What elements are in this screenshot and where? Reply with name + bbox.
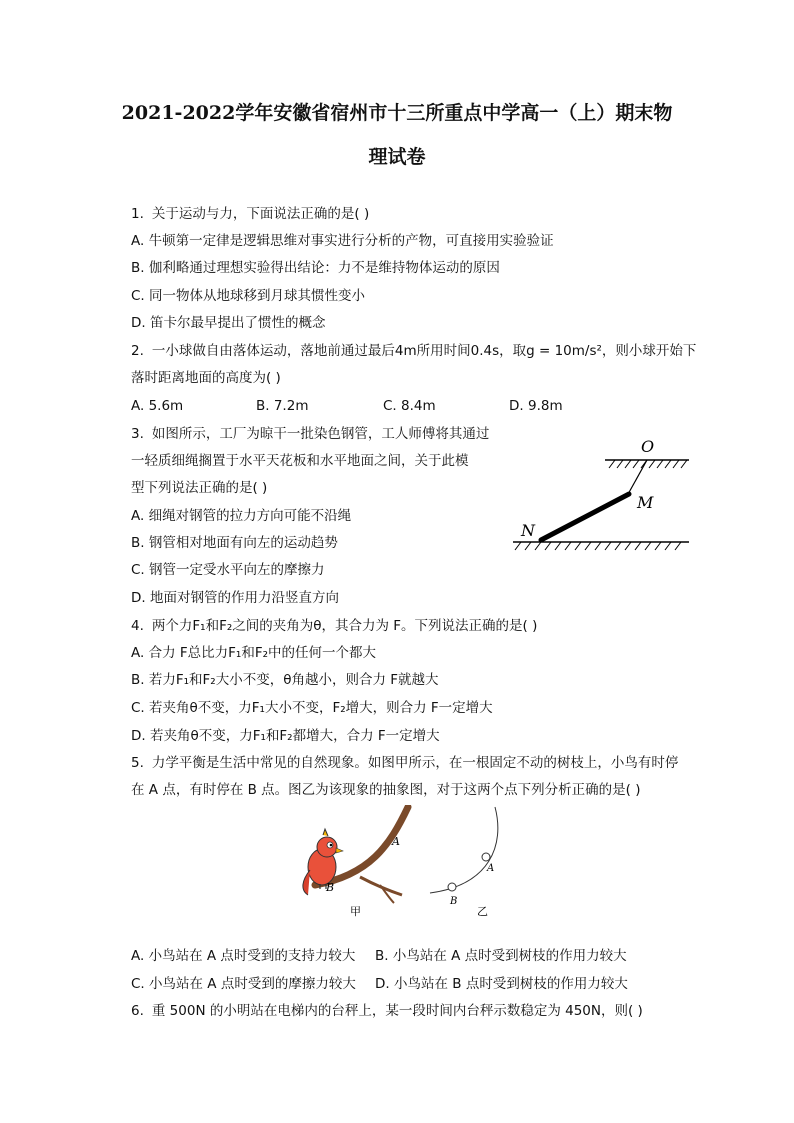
- q3-number: 3.: [131, 426, 144, 442]
- q5-stem-line2: 在 A 点，有时停在 B 点。图乙为该现象的抽象图，对于这两个点下列分析正确的是( ): [131, 782, 641, 798]
- q3-option-c: C. 钢管一定受水平向左的摩擦力: [131, 562, 325, 578]
- q2-option-b: B. 7.2m: [256, 398, 309, 414]
- q6-stem: [131, 1002, 643, 1020]
- q2-option-c: C. 8.4m: [383, 398, 436, 414]
- fig-jia-caption: 甲: [350, 905, 361, 918]
- yi-label-b: B: [450, 896, 458, 907]
- abstract-arc: [430, 807, 498, 893]
- q3-option-a: A. 细绳对钢管的拉力方向可能不沿绳: [131, 508, 352, 524]
- q1-option-b: B. 伽利略通过理想实验得出结论：力不是维持物体运动的原因: [131, 260, 500, 276]
- rope-line: [627, 460, 647, 496]
- q5-option-c: C. 小鸟站在 A 点时受到的摩擦力较大: [131, 976, 356, 992]
- q4-option-b: B. 若力F₁和F₂大小不变，θ角越小，则合力 F就越大: [131, 672, 439, 688]
- q1-option-a: A. 牛顿第一定律是逻辑思维对事实进行分析的产物，可直接用实验验证: [131, 233, 554, 249]
- q2-stem-line2: 落时距离地面的高度为( ): [131, 370, 281, 386]
- q6-number: 6.: [131, 1003, 144, 1019]
- q3-figure-steel-pipe: [505, 430, 695, 555]
- q5-stem-text1: 力学平衡是生活中常见的自然现象。如图甲所示，在一根固定不动的树枝上，小鸟有时停: [151, 755, 679, 771]
- ball-a: [482, 853, 490, 861]
- q1-option-d: D. 笛卡尔最早提出了惯性的概念: [131, 315, 326, 331]
- q3-stem-line1: [131, 425, 489, 443]
- q4-number: 4.: [131, 618, 144, 634]
- q4-option-a: A. 合力 F总比力F₁和F₂中的任何一个都大: [131, 645, 376, 661]
- q5-figure-bird-branch: [290, 805, 510, 925]
- q1-option-c: C. 同一物体从地球移到月球其惯性变小: [131, 288, 366, 304]
- label-n: N: [521, 521, 535, 540]
- q5-stem-line1: [131, 754, 678, 772]
- q2-stem-text1: 一小球做自由落体运动，落地前通过最后4m所用时间0.4s，取g = 10m/s²，则小球开始下: [151, 343, 697, 359]
- yi-label-a: A: [487, 863, 495, 874]
- q4-stem-text: 两个力F₁和F₂之间的夹角为θ，其合力为 F。下列说法正确的是( ): [151, 618, 538, 634]
- label-o: O: [641, 437, 655, 456]
- q1-stem-text: 关于运动与力，下面说法正确的是( ): [151, 206, 370, 222]
- paper-title-line1: 2021-2022学年安徽省宿州市十三所重点中学高一（上）期末物: [121, 102, 673, 124]
- jia-label-b: B: [326, 881, 335, 894]
- q4-option-d: D. 若夹角θ不变，力F₁和F₂都增大，合力 F一定增大: [131, 728, 440, 744]
- q1-stem: [131, 205, 369, 223]
- bird-icon: [303, 829, 343, 895]
- q3-option-b: B. 钢管相对地面有向左的运动趋势: [131, 535, 338, 551]
- q2-number: 2.: [131, 343, 144, 359]
- q5-option-a: A. 小鸟站在 A 点时受到的支持力较大: [131, 948, 356, 964]
- q5-option-b: B. 小鸟站在 A 点时受到树枝的作用力较大: [375, 948, 627, 964]
- q1-number: 1.: [131, 206, 144, 222]
- steel-pipe: [541, 494, 629, 540]
- label-m: M: [637, 493, 654, 512]
- q3-option-d: D. 地面对钢管的作用力沿竖直方向: [131, 590, 339, 606]
- paper-title-line2: 理试卷: [368, 146, 426, 168]
- q5-option-d: D. 小鸟站在 B 点时受到树枝的作用力较大: [375, 976, 628, 992]
- q2-stem-line1: [131, 342, 696, 360]
- jia-label-a: A: [392, 835, 400, 848]
- q6-stem-text: 重 500N 的小明站在电梯内的台秤上，某一段时间内台秤示数稳定为 450N，则( ): [151, 1003, 643, 1019]
- ball-b: [448, 883, 456, 891]
- fig-yi-caption: 乙: [477, 905, 488, 918]
- q3-stem-text1: 如图所示，工厂为晾干一批染色钢管，工人师傅将其通过: [151, 426, 490, 442]
- q3-stem-line3: 型下列说法正确的是( ): [131, 480, 268, 496]
- q4-stem: [131, 617, 537, 635]
- q2-option-d: D. 9.8m: [509, 398, 563, 414]
- q3-stem-line2: 一轻质细绳搁置于水平天花板和水平地面之间，关于此模: [131, 453, 469, 469]
- q2-option-a: A. 5.6m: [131, 398, 184, 414]
- q5-number: 5.: [131, 755, 144, 771]
- q4-option-c: C. 若夹角θ不变，力F₁大小不变，F₂增大，则合力 F一定增大: [131, 700, 493, 716]
